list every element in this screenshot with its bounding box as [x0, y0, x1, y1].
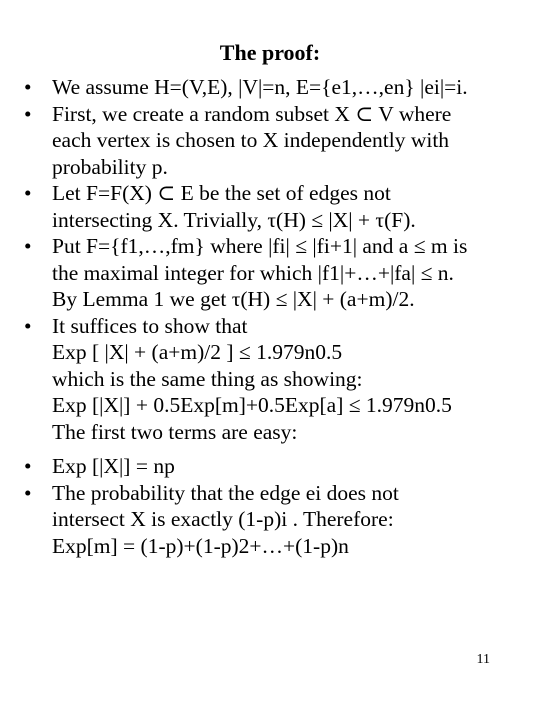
- bullet-line: intersect X is exactly (1-p)i . Therefore:: [52, 507, 394, 531]
- bullet-line: Put F={f1,…,fm} where |fi| ≤ |fi+1| and a ≤ m is: [52, 234, 468, 258]
- bullet-marker: •: [24, 101, 32, 126]
- bullet-marker: •: [24, 313, 32, 338]
- bullet-line: Exp [|X|] = np: [52, 454, 175, 478]
- bullet-line: First, we create a random subset X ⊂ V where: [52, 101, 452, 126]
- bullet-line: each vertex is chosen to X independently with: [52, 128, 450, 152]
- bullet-item: [22, 233, 527, 313]
- bullet-line: Exp [|X|] + 0.5Exp[m]+0.5Exp[a] ≤ 1.979n0.5: [52, 393, 452, 417]
- bullet-list: [22, 74, 527, 559]
- bullet-marker: •: [24, 454, 32, 478]
- bullet-marker: •: [24, 181, 32, 205]
- bullet-line: The first two terms are easy:: [52, 419, 298, 444]
- bullet-line: By Lemma 1 we get τ(H) ≤ |X| + (a+m)/2.: [52, 287, 415, 311]
- bullet-item: [22, 74, 527, 101]
- bullet-line: Exp [ |X| + (a+m)/2 ] ≤ 1.979n0.5: [52, 340, 343, 364]
- slide-title: The proof:: [219, 40, 321, 65]
- bullet-line: The probability that the edge ei does not: [52, 480, 399, 505]
- bullet-line: probability p.: [52, 154, 168, 179]
- bullet-marker: •: [24, 234, 32, 258]
- bullet-item: [22, 313, 527, 446]
- bullet-line: We assume H=(V,E), |V|=n, E={e1,…,en} |ei|=i.: [52, 75, 468, 99]
- bullet-marker: •: [24, 75, 32, 99]
- bullet-line: intersecting X. Trivially, τ(H) ≤ |X| + τ(F).: [52, 207, 416, 232]
- bullet-line: Exp[m] = (1-p)+(1-p)2+…+(1-p)n: [52, 533, 349, 558]
- bullet-item: [22, 180, 527, 233]
- bullet-marker: •: [24, 480, 32, 505]
- bullet-item: [22, 480, 527, 560]
- bullet-line: It suffices to show that: [52, 313, 248, 338]
- bullet-line: Let F=F(X) ⊂ E be the set of edges not: [52, 181, 391, 205]
- bullet-item: [22, 101, 527, 181]
- page-number: 11: [476, 652, 490, 667]
- bullet-line: which is the same thing as showing:: [52, 366, 363, 391]
- bullet-item: [22, 453, 527, 480]
- bullet-line: the maximal integer for which |f1|+…+|fa| ≤ n.: [52, 260, 454, 285]
